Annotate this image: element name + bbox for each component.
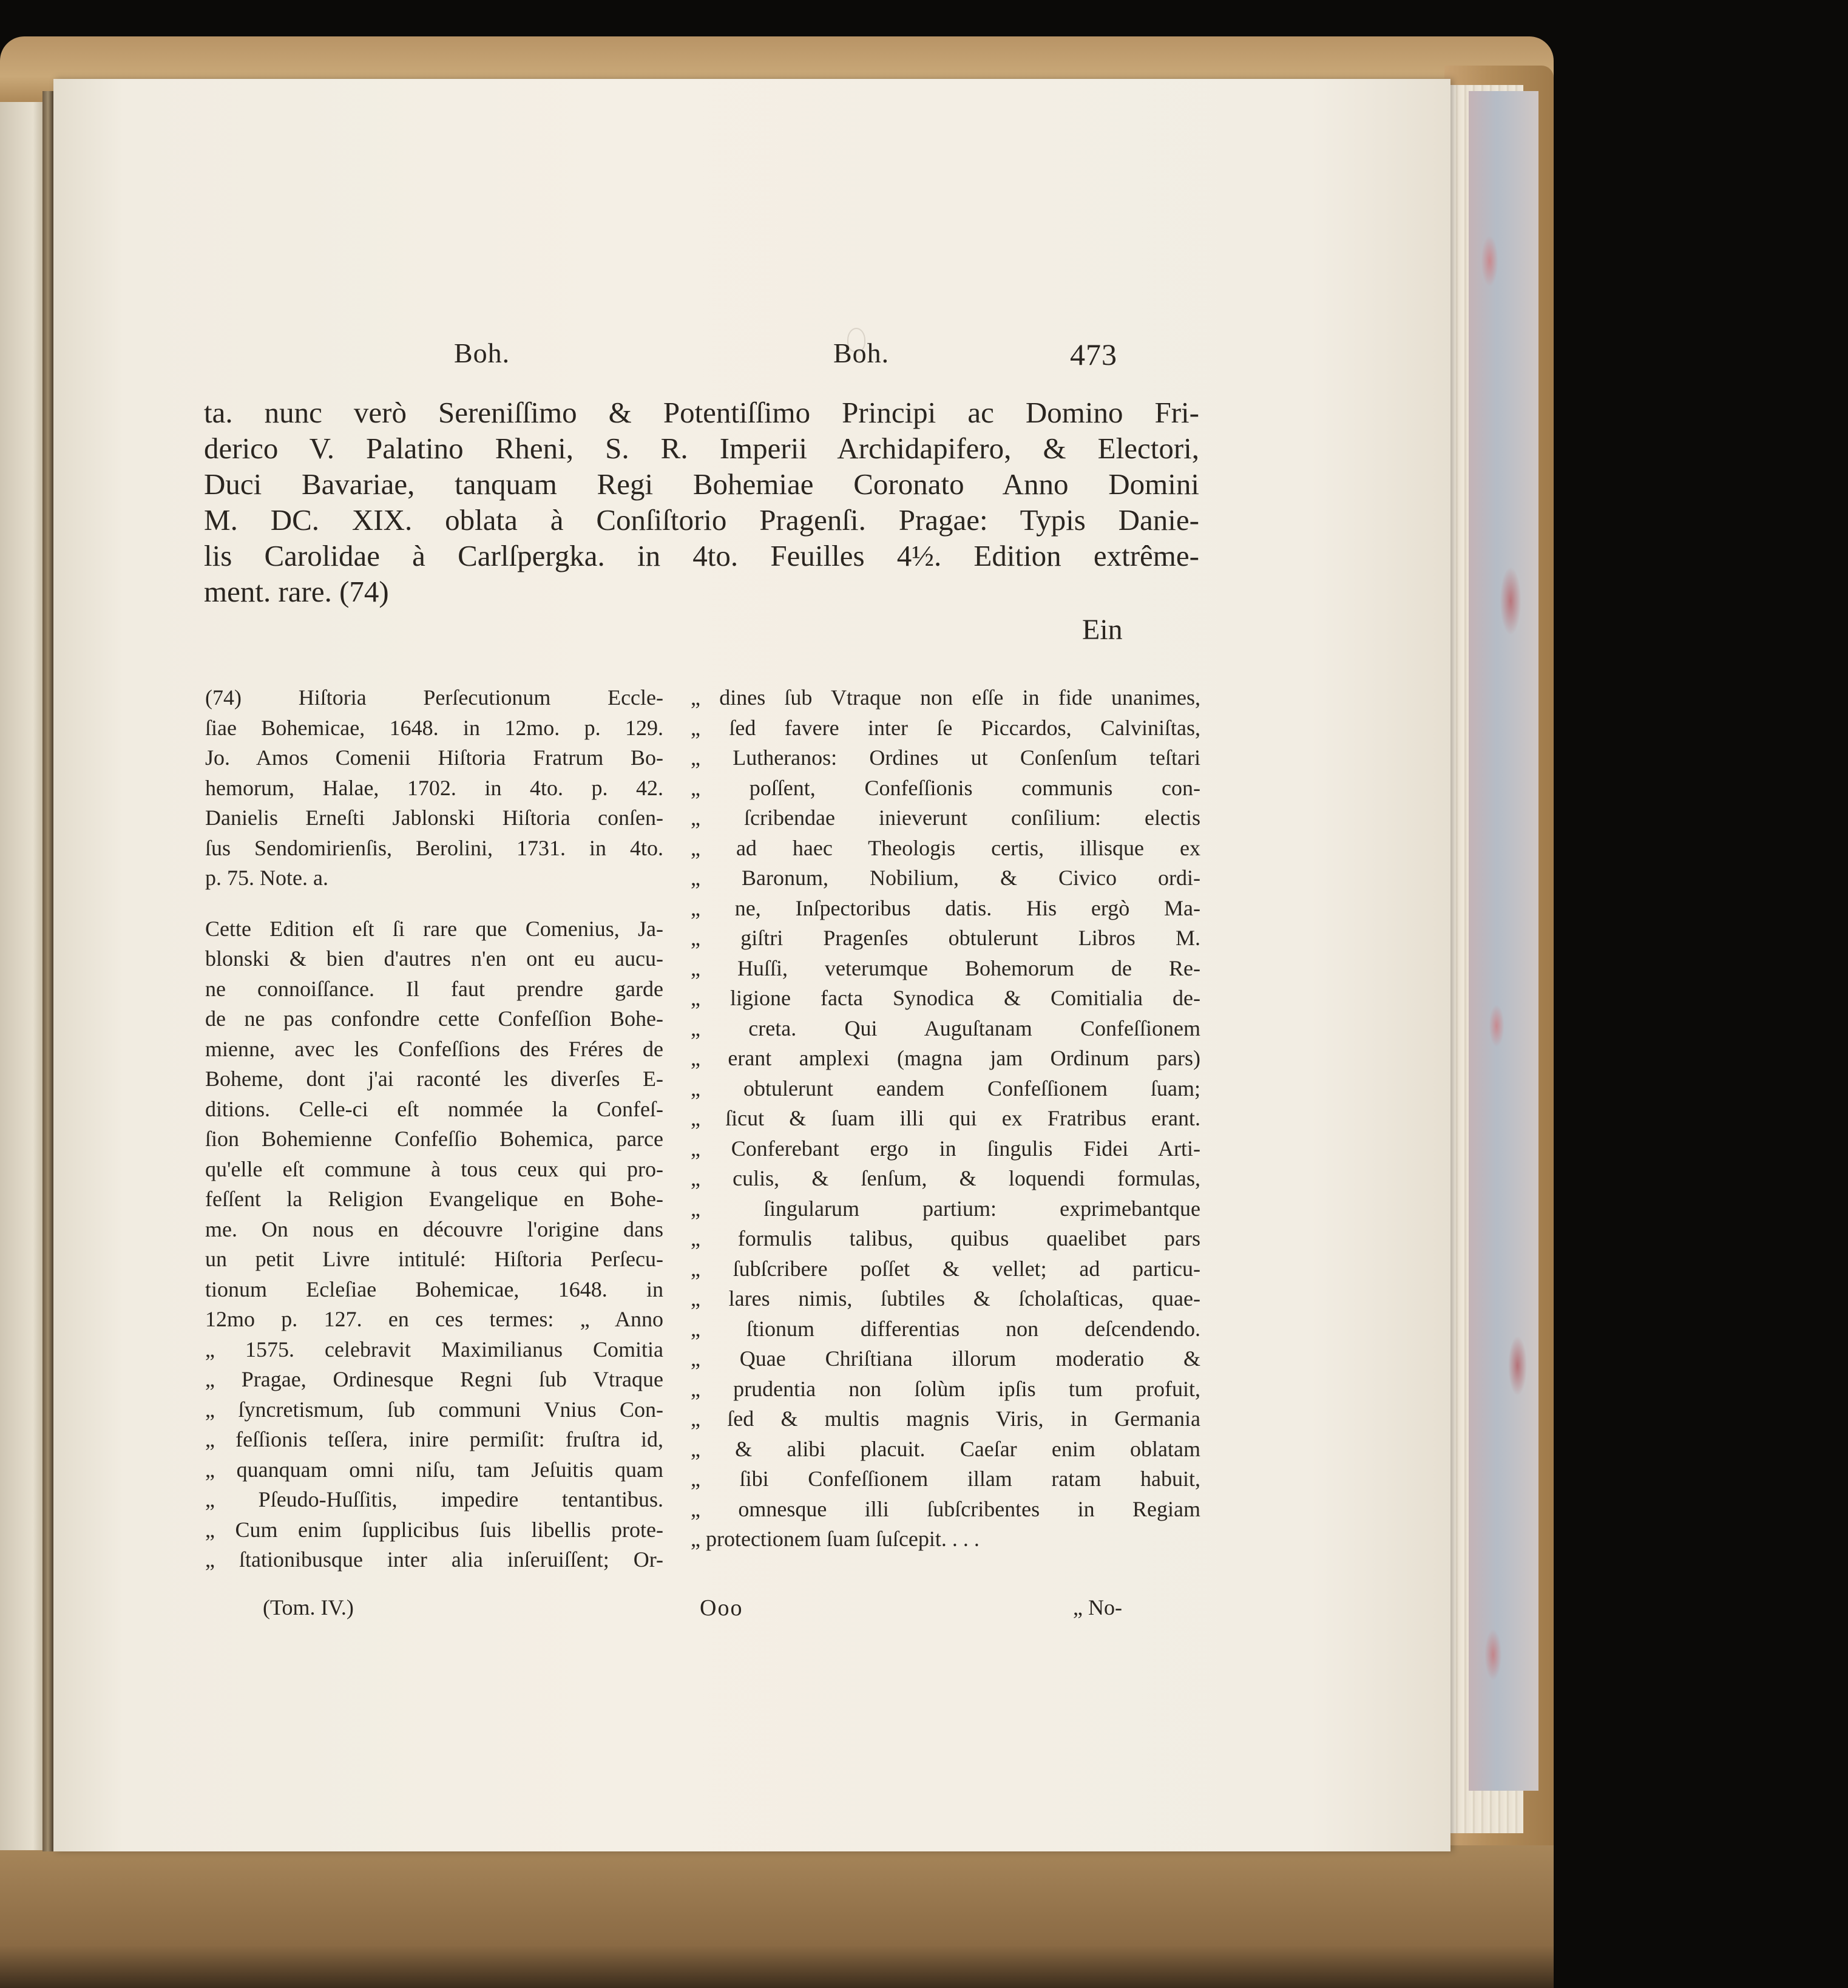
quote-line: „ Huſſi, veterumque Bohemorum de Re-	[691, 955, 1200, 980]
main-line: Duci Bavariae, tanquam Regi Bohemiae Coronato Anno Domini	[204, 467, 1199, 501]
body-line: 12mo p. 127. en ces termes: „ Anno	[205, 1307, 663, 1331]
body-line: qu'elle eſt commune à tous ceux qui pro-	[205, 1156, 663, 1181]
main-line: M. DC. XIX. oblata à Conſiſtorio Pragenſi. Pragae: Typis Danie-	[204, 503, 1199, 537]
volume-mark: (Tom. IV.)	[263, 1595, 354, 1620]
quote-line: „ culis, & ſenſum, & loquendi formulas,	[691, 1166, 1200, 1190]
main-text-block	[204, 395, 1199, 609]
catchword-bottom: „ No-	[1073, 1595, 1122, 1620]
footnote-line: p. 75. Note. a.	[205, 866, 328, 890]
body-line: blonski & bien d'autres n'en ont eu aucu-	[205, 946, 663, 971]
quote-line: „ poſſent, Confeſſionis communis con-	[691, 775, 1200, 800]
body-line: „ Cum enim ſupplicibus ſuis libellis prote-	[205, 1517, 663, 1542]
quote-line: „ ſingularum partium: exprimebantque	[691, 1196, 1200, 1221]
quote-line: „ ad haec Theologis certis, illisque ex	[691, 835, 1200, 860]
page-number: 473	[1070, 338, 1117, 371]
main-line: lis Carolidae à Carlſpergka. in 4to. Feuilles 4½. Edition extrême-	[204, 539, 1199, 572]
body-line: ſion Bohemienne Confeſſio Bohemica, parce	[205, 1127, 663, 1151]
quote-line: „ lares nimis, ſubtiles & ſcholaſticas, quae-	[691, 1286, 1200, 1311]
footnote-line: Jo. Amos Comenii Hiſtoria Fratrum Bo-	[205, 745, 663, 770]
quote-line: „ obtulerunt eandem Confeſſionem ſuam;	[691, 1076, 1200, 1101]
quote-line: „ ſicut & ſuam illi qui ex Fratribus erant.	[691, 1106, 1200, 1130]
quote-line: „ prudentia non ſolùm ipſis tum profuit,	[691, 1376, 1200, 1401]
running-head-center: Boh.	[833, 338, 890, 368]
body-line: feſſent la Religion Evangelique en Bohe-	[205, 1187, 663, 1211]
body-line: „ Pſeudo-Huſſitis, impedire tentantibus.	[205, 1487, 663, 1511]
body-line: un petit Livre intitulé: Hiſtoria Perſecu-	[205, 1247, 663, 1271]
main-line: derico V. Palatino Rheni, S. R. Imperii Archidapifero, & Electori,	[204, 432, 1199, 465]
body-line: ne connoiſſance. Il faut prendre garde	[205, 976, 663, 1001]
main-line: ment. rare. (74)	[204, 575, 389, 608]
quote-line: „ Conferebant ergo in ſingulis Fidei Arti-	[691, 1136, 1200, 1161]
body-line: ditions. Celle-ci eſt nommée la Confeſ-	[205, 1096, 663, 1121]
quote-line: „ ſibi Confeſſionem illam ratam habuit,	[691, 1467, 1200, 1491]
footnote-line: ſiae Bohemicae, 1648. in 12mo. p. 129.	[205, 715, 663, 740]
quote-line: „ Lutheranos: Ordines ut Conſenſum teſtari	[691, 745, 1200, 770]
commentary-block	[205, 914, 663, 1575]
body-line: „ ſyncretismum, ſub communi Vnius Con-	[205, 1397, 663, 1422]
right-column	[691, 683, 1200, 1555]
body-line: „ feſſionis teſſera, inire permiſit: fruſtra id,	[205, 1427, 663, 1451]
main-line: ta. nunc verò Sereniſſimo & Potentiſſimo Principi ac Domino Fri-	[204, 396, 1199, 429]
book-page	[53, 79, 1450, 1851]
footnote-line: Danielis Erneſti Jablonski Hiſtoria conſen-	[205, 806, 663, 830]
quote-line: „ ſed & multis magnis Viris, in Germania	[691, 1406, 1200, 1431]
body-line: „ Pragae, Ordinesque Regni ſub Vtraque	[205, 1367, 663, 1391]
quote-line: „ & alibi placuit. Caeſar enim oblatam	[691, 1436, 1200, 1461]
footnote-block	[205, 683, 663, 894]
body-line: Boheme, dont j'ai raconté les diverſes E-	[205, 1067, 663, 1091]
body-line: me. On nous en découvre l'origine dans	[205, 1216, 663, 1241]
quote-line: „ Quae Chriſtiana illorum moderatio &	[691, 1346, 1200, 1371]
cover-board-bottom	[0, 1845, 1554, 1988]
running-head-left: Boh.	[454, 338, 510, 368]
gutter-shadow	[42, 91, 53, 1851]
body-line: de ne pas confondre cette Confeſſion Bohe-	[205, 1006, 663, 1031]
left-column	[205, 683, 663, 1575]
facing-page-edge	[0, 102, 47, 1850]
body-line: tionum Ecleſiae Bohemicae, 1648. in	[205, 1277, 663, 1301]
quote-line: „ creta. Qui Auguſtanam Confeſſionem	[691, 1016, 1200, 1040]
footnote-line: (74) Hiſtoria Perſecutionum Eccle-	[205, 685, 663, 710]
body-line: „ ſtationibusque inter alia inſeruiſſent; Or-	[205, 1547, 663, 1572]
quote-line: „ formulis talibus, quibus quaelibet pars	[691, 1226, 1200, 1250]
quote-line: „ dines ſub Vtraque non eſſe in fide unanimes,	[691, 685, 1200, 710]
catchword-top: Ein	[1082, 614, 1123, 646]
quote-line: „ giſtri Pragenſes obtulerunt Libros M.	[691, 926, 1200, 950]
body-line: „ quanquam omni niſu, tam Jeſuitis quam	[205, 1457, 663, 1482]
body-line: Cette Edition eſt ſi rare que Comenius, Ja-	[205, 916, 663, 941]
body-line: „ 1575. celebravit Maximilianus Comitia	[205, 1337, 663, 1362]
quote-line: „ ſubſcribere poſſet & vellet; ad particu-	[691, 1256, 1200, 1281]
quote-line: „ ligione facta Synodica & Comitialia de-	[691, 986, 1200, 1010]
quote-line: „ Baronum, Nobilium, & Civico ordi-	[691, 866, 1200, 890]
footnote-line: ſus Sendomirienſis, Berolini, 1731. in 4to.	[205, 835, 663, 860]
quote-line: „ ne, Inſpectoribus datis. His ergò Ma-	[691, 895, 1200, 920]
quote-line: „ ſtionum differentias non deſcendendo.	[691, 1316, 1200, 1341]
quote-line: „ ſed favere inter ſe Piccardos, Calviniſtas,	[691, 715, 1200, 740]
footnote-line: hemorum, Halae, 1702. in 4to. p. 42.	[205, 775, 663, 800]
quote-line: „ erant amplexi (magna jam Ordinum pars)	[691, 1046, 1200, 1070]
marbled-edge	[1469, 91, 1538, 1791]
quote-line: „ omnesque illi ſubſcribentes in Regiam	[691, 1496, 1200, 1521]
quote-line: „ ſcribendae inieverunt conſilium: electis	[691, 806, 1200, 830]
body-line: mienne, avec les Confeſſions des Fréres de	[205, 1036, 663, 1061]
signature-mark: Ooo	[700, 1595, 743, 1621]
quote-line: „ protectionem ſuam ſuſcepit. . . .	[691, 1527, 980, 1551]
